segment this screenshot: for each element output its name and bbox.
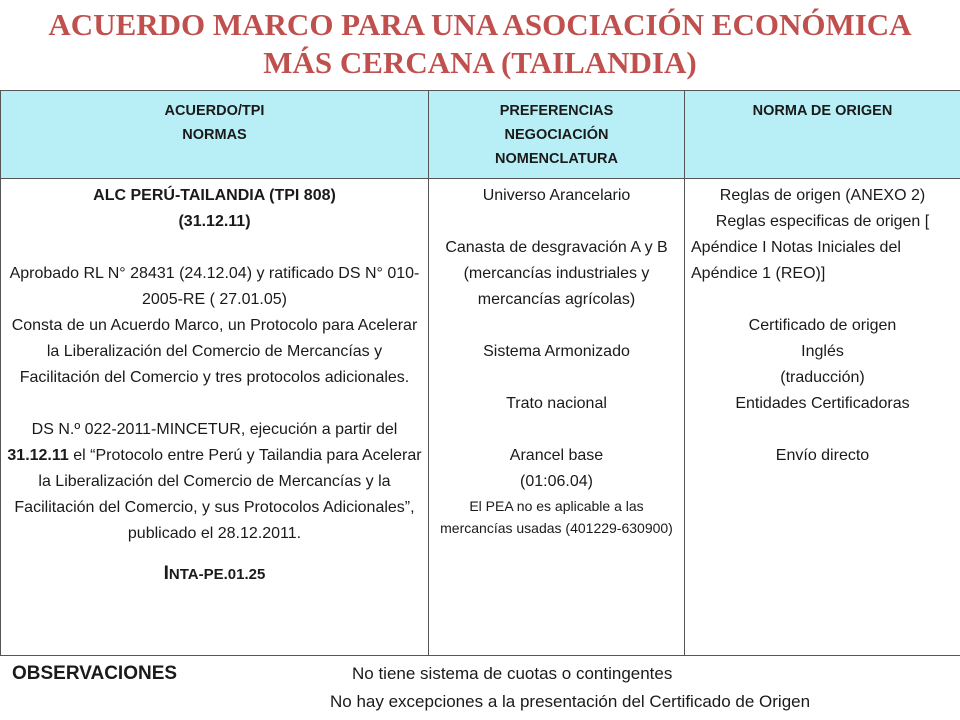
table-header-row	[1, 91, 960, 179]
agreement-table	[0, 90, 960, 656]
observations-label: OBSERVACIONES	[12, 663, 178, 684]
base-date-text: (01:06.04)	[520, 473, 593, 490]
page-title	[0, 6, 960, 82]
base-tariff-text: Arancel base	[509, 447, 604, 464]
header-acuerdo: ACUERDO/TPI NORMAS	[1, 91, 429, 179]
specific-rules-text: Reglas especificas de origen [	[715, 213, 930, 230]
table-row	[1, 179, 960, 656]
agreement-date: (31.12.11)	[178, 213, 251, 230]
header-preferencias: PREFERENCIAS NEGOCIACIÓN NOMENCLATURA	[429, 91, 685, 179]
header-norma-origen: NORMA DE ORIGEN	[685, 91, 960, 179]
content-text: Consta de un Acuerdo Marco, un Protocolo para Acelerar la Liberalización del Comercio de Mercancías y Facilitación del Comercio y tres protocolos adicionales.	[11, 317, 418, 386]
appendix-text: Apéndice I Notas Iniciales del Apéndice 1 (REO)]	[691, 239, 901, 282]
entities-text: Entidades Certificadoras	[735, 395, 910, 412]
cell-norma-origen	[685, 179, 960, 656]
observations	[12, 660, 952, 720]
observation-1: No tiene sistema de cuotas o contingentes	[352, 664, 673, 683]
language-text: Inglés	[801, 343, 844, 360]
treatment-text: Trato nacional	[506, 395, 607, 412]
basket-text: Canasta de desgravación A y B (mercancías industriales y mercancías agrícolas)	[445, 239, 668, 308]
certificate-text: Certificado de origen	[748, 317, 897, 334]
pea-note: El PEA no es aplicable a las mercancías usadas (401229-630900)	[440, 498, 673, 536]
shipping-text: Envío directo	[775, 447, 870, 464]
universe-text: Universo Arancelario	[482, 187, 631, 204]
system-text: Sistema Armonizado	[483, 343, 630, 360]
cell-acuerdo	[1, 179, 429, 656]
observation-2: No hay excepciones a la presentación del Certificado de Origen	[330, 692, 811, 711]
agreement-name: ALC PERÚ-TAILANDIA (TPI 808)	[93, 187, 336, 204]
cell-preferencias	[429, 179, 685, 656]
reference-code: INTA-PE.01.25	[163, 563, 266, 584]
approval-text: Aprobado RL N° 28431 (24.12.04) y ratificado DS N° 010-2005-RE ( 27.01.05)	[9, 265, 420, 308]
ds-text: DS N.º 022-2011-MINCETUR, ejecución a partir del 31.12.11 el “Protocolo entre Perú y Tailandia para Acelerar la Liberalización del Comercio de Mercancías y la Facilitación del Comercio, y sus Protocolos Adicionales”, publicado el 28.12.2011.	[7, 421, 422, 542]
title-line-1: ACUERDO MARCO PARA UNA ASOCIACIÓN ECONÓMICA	[48, 7, 912, 42]
translation-text: (traducción)	[780, 369, 865, 386]
rules-text: Reglas de origen (ANEXO 2)	[719, 187, 926, 204]
title-line-2: MÁS CERCANA (TAILANDIA)	[263, 45, 697, 80]
